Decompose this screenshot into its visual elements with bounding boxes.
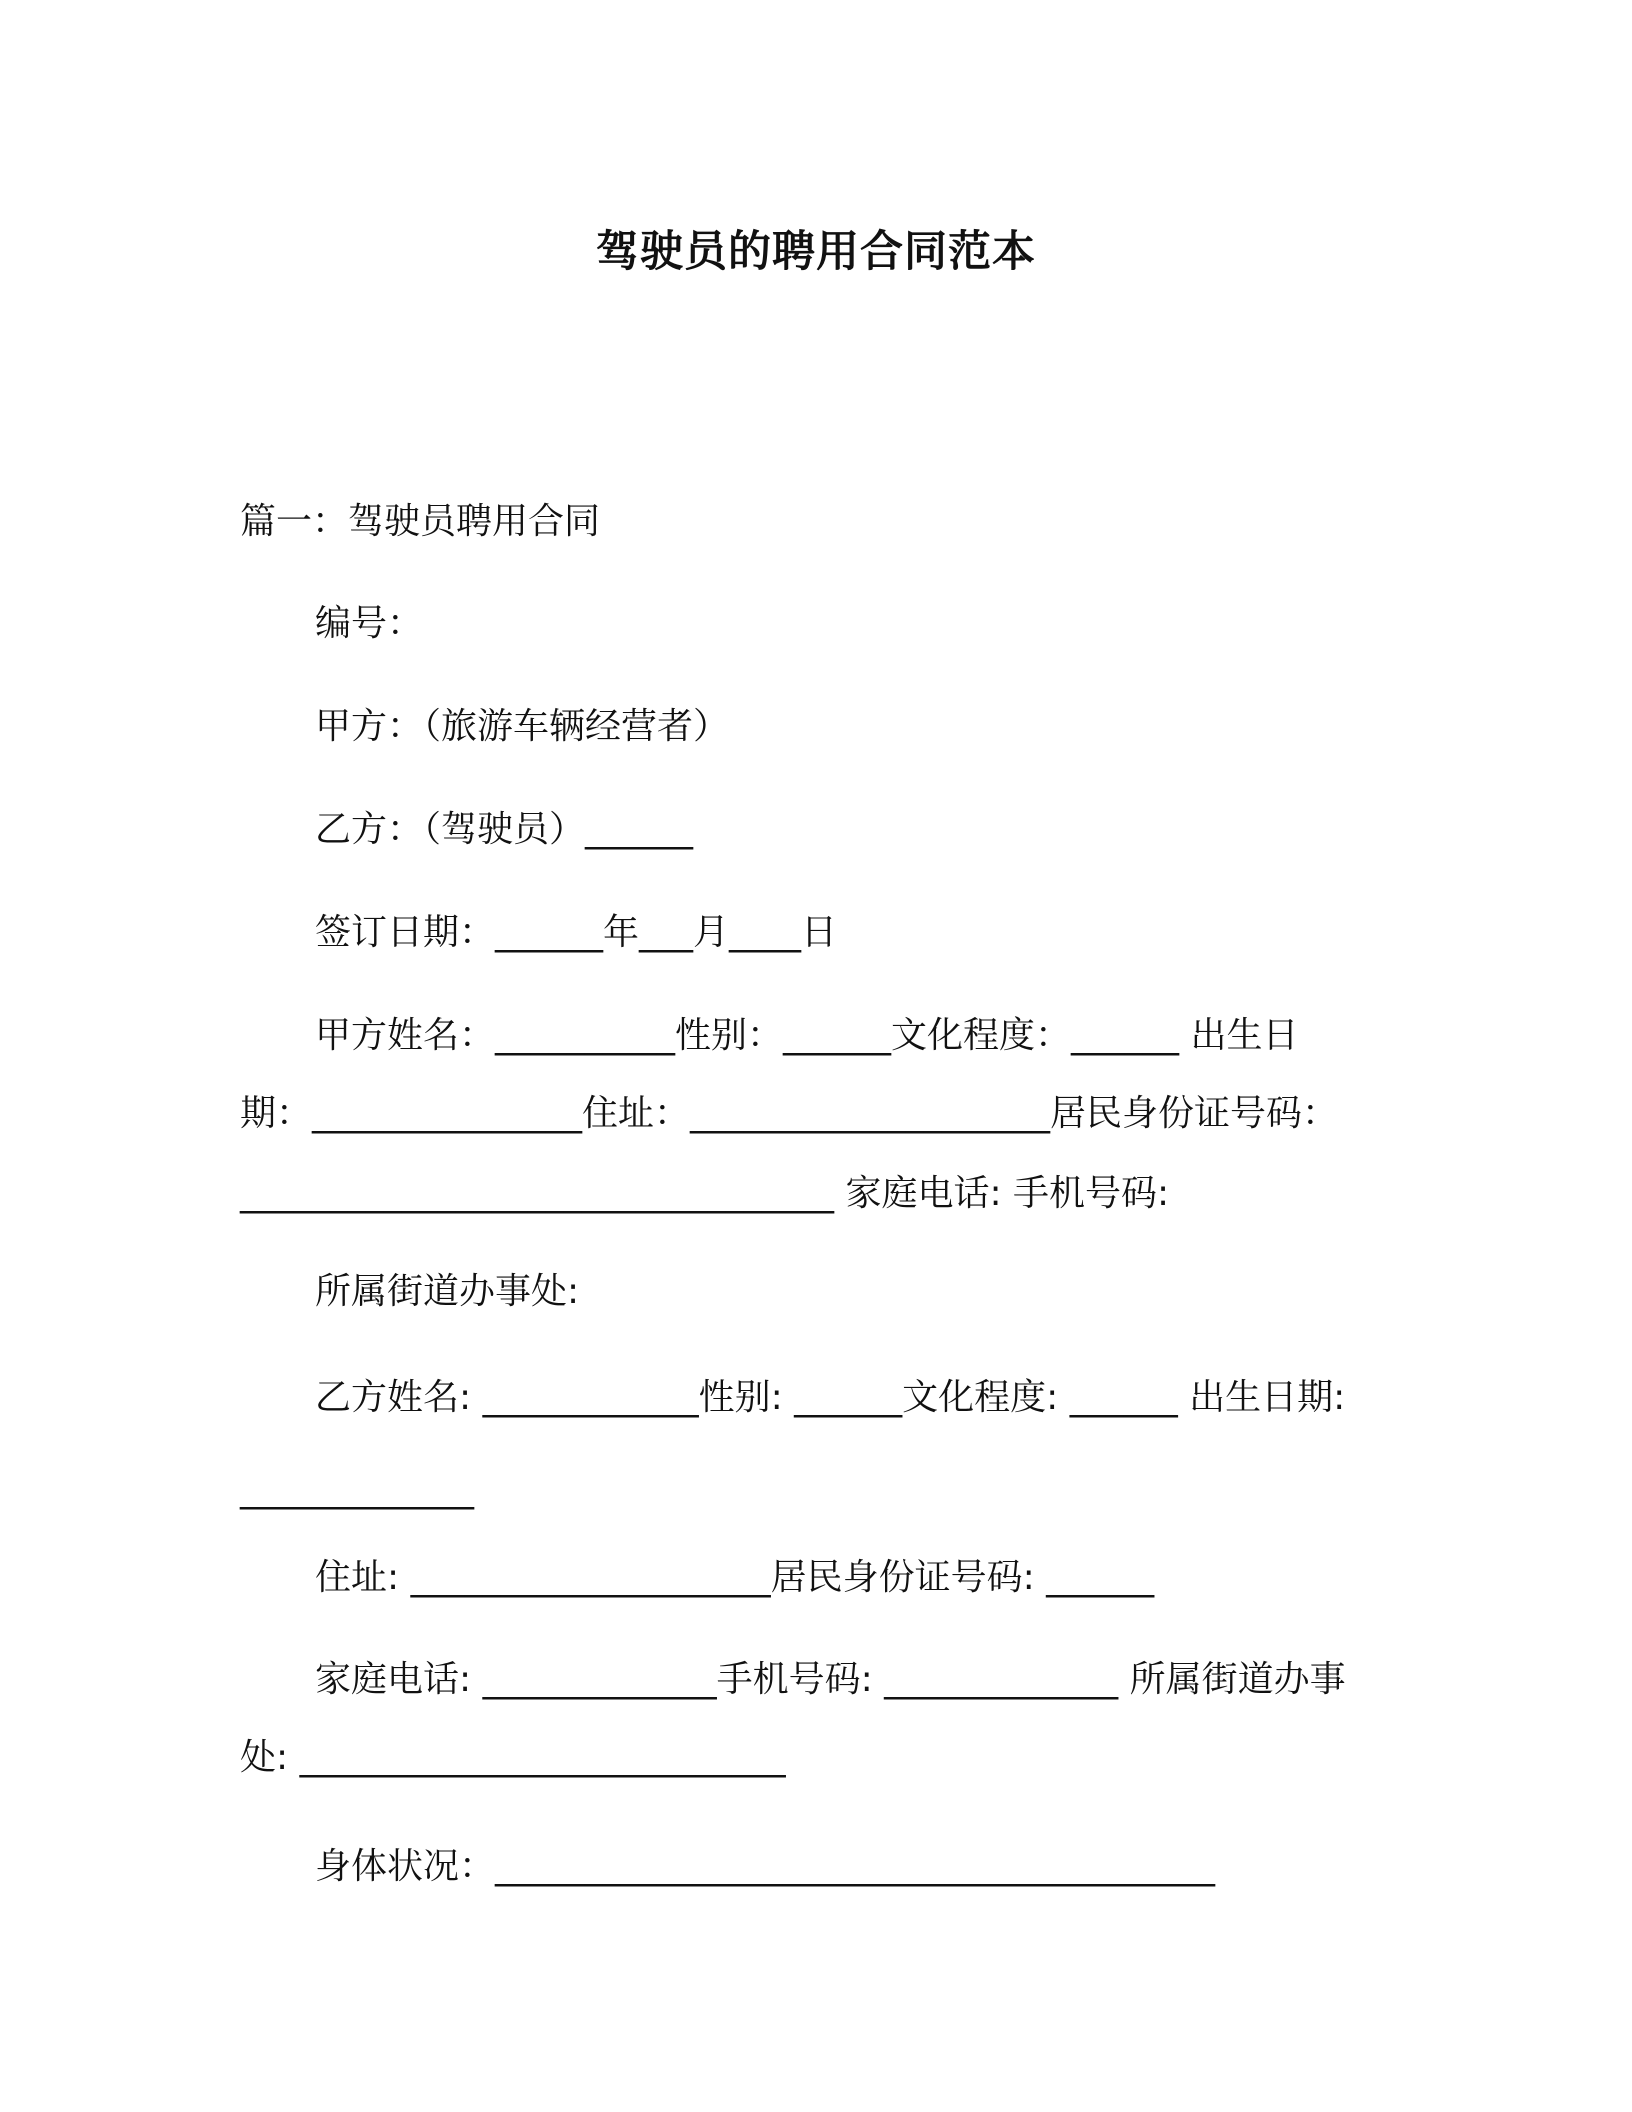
party-b-phone-line-2: 处: ___________________________ (240, 1737, 786, 1778)
field-number: 编号： (315, 603, 424, 644)
field-party-a: 甲方：（旅游车辆经营者） (315, 706, 730, 747)
field-party-b: 乙方：（驾驶员）______ (315, 809, 694, 850)
health-status: 身体状况：________________________________________ (315, 1846, 1216, 1887)
party-b-phone-line-1: 家庭电话: _____________手机号码: _____________ 所属街道办事 (315, 1659, 1346, 1700)
section-heading: 篇一：驾驶员聘用合同 (240, 501, 601, 542)
party-b-address: 住址: ____________________居民身份证号码: ______ (315, 1557, 1155, 1598)
party-b-info-line-2: _____________ (240, 1469, 474, 1510)
party-a-street-office: 所属街道办事处: (315, 1271, 580, 1312)
field-sign-date: 签订日期：______年___月____日 (315, 912, 838, 953)
party-a-info-line-3: _________________________________ 家庭电话: 手机号码: (240, 1173, 1170, 1214)
document-title: 驾驶员的聘用合同范本 (596, 227, 1036, 277)
party-a-info-line-1: 甲方姓名：__________性别：______文化程度：______ 出生日 (315, 1015, 1299, 1056)
party-b-info-line-1: 乙方姓名: ____________性别: ______文化程度: ______ 出生日期: (315, 1377, 1346, 1418)
party-a-info-line-2: 期：_______________住址：____________________居民身份证号码： (240, 1093, 1339, 1134)
